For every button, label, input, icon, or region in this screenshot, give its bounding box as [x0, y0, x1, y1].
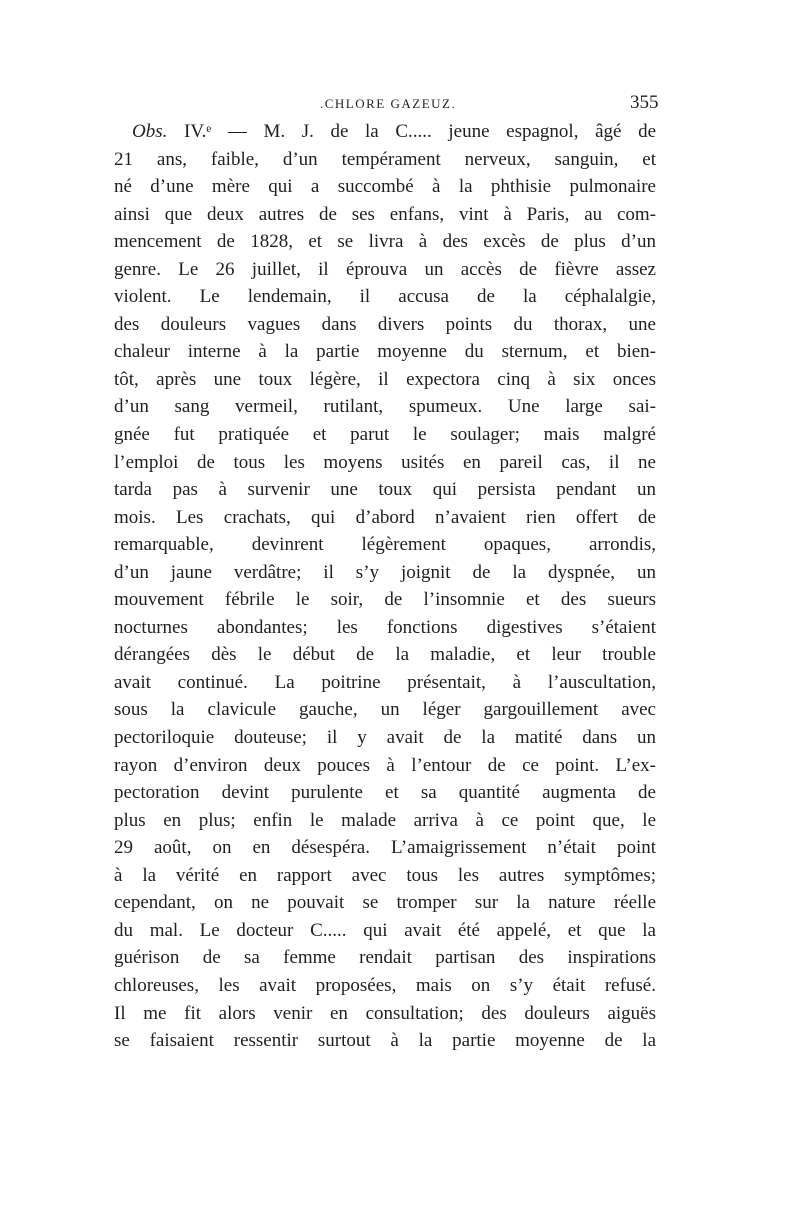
text-line: gnée fut pratiquée et parut le soulager; mais malgré — [114, 424, 656, 446]
text-line: 21 ans, faible, d’un tempérament nerveux, sanguin, et — [114, 148, 656, 170]
text-line: pectoration devint purulente et sa quantité augmenta de — [114, 782, 656, 804]
text-line: genre. Le 26 juillet, il éprouva un accès de fièvre assez — [114, 258, 656, 280]
text-line: d’un jaune verdâtre; il s’y joignit de la dyspnée, un — [114, 561, 656, 583]
body-text — [114, 118, 656, 1055]
text-line: sous la clavicule gauche, un léger gargouillement avec — [114, 699, 656, 721]
text-line: cependant, on ne pouvait se tromper sur la nature réelle — [114, 892, 656, 914]
text-line: d’un sang vermeil, rutilant, spumeux. Une large sai- — [114, 396, 656, 418]
text-line: avait continué. La poitrine présentait, à l’auscultation, — [114, 671, 656, 693]
text-line: mouvement fébrile le soir, de l’insomnie et des sueurs — [114, 589, 656, 611]
obs-label: Obs. — [132, 121, 168, 142]
text-line: l’emploi de tous les moyens usités en pareil cas, il ne — [114, 451, 656, 473]
text-line: mois. Les crachats, qui d’abord n’avaient rien offert de — [114, 506, 656, 528]
text-line: tôt, après une toux légère, il expectora cinq à six onces — [114, 368, 656, 390]
text-line: mencement de 1828, et se livra à des excès de plus d’un — [114, 231, 656, 253]
text-line: né d’une mère qui a succombé à la phthisie pulmonaire — [114, 176, 656, 198]
text-line: 29 août, on en désespéra. L’amaigrissement n’était point — [114, 837, 656, 859]
text-line: des douleurs vagues dans divers points du thorax, une — [114, 313, 656, 335]
text-line: chloreuses, les avait proposées, mais on s’y était refusé. — [114, 974, 656, 996]
text-line — [114, 118, 656, 146]
text-line: remarquable, devinrent légèrement opaques, arrondis, — [114, 534, 656, 556]
page-number: 355 — [630, 92, 659, 113]
line-text: IV.ᵉ — M. J. de la C..... jeune espagnol, âgé de — [167, 121, 656, 142]
text-line: nocturnes abondantes; les fonctions digestives s’étaient — [114, 616, 656, 638]
text-line: se faisaient ressentir surtout à la partie moyenne de la — [114, 1030, 656, 1052]
text-line: plus en plus; enfin le malade arriva à ce point que, le — [114, 809, 656, 831]
text-line: guérison de sa femme rendait partisan des inspirations — [114, 947, 656, 969]
running-head: .CHLORE GAZEUZ. — [320, 96, 457, 111]
text-line: rayon d’environ deux pouces à l’entour de ce point. L’ex- — [114, 754, 656, 776]
text-line: violent. Le lendemain, il accusa de la céphalalgie, — [114, 286, 656, 308]
text-line: chaleur interne à la partie moyenne du sternum, et bien- — [114, 341, 656, 363]
text-line: Il me fit alors venir en consultation; des douleurs aiguës — [114, 1002, 656, 1024]
text-line: tarda pas à survenir une toux qui persista pendant un — [114, 479, 656, 501]
text-line: ainsi que deux autres de ses enfans, vint à Paris, au com- — [114, 203, 656, 225]
text-line: dérangées dès le début de la maladie, et leur trouble — [114, 644, 656, 666]
text-line: pectoriloquie douteuse; il y avait de la matité dans un — [114, 727, 656, 749]
text-line: à la vérité en rapport avec tous les autres symptômes; — [114, 864, 656, 886]
text-line: du mal. Le docteur C..... qui avait été appelé, et que la — [114, 919, 656, 941]
